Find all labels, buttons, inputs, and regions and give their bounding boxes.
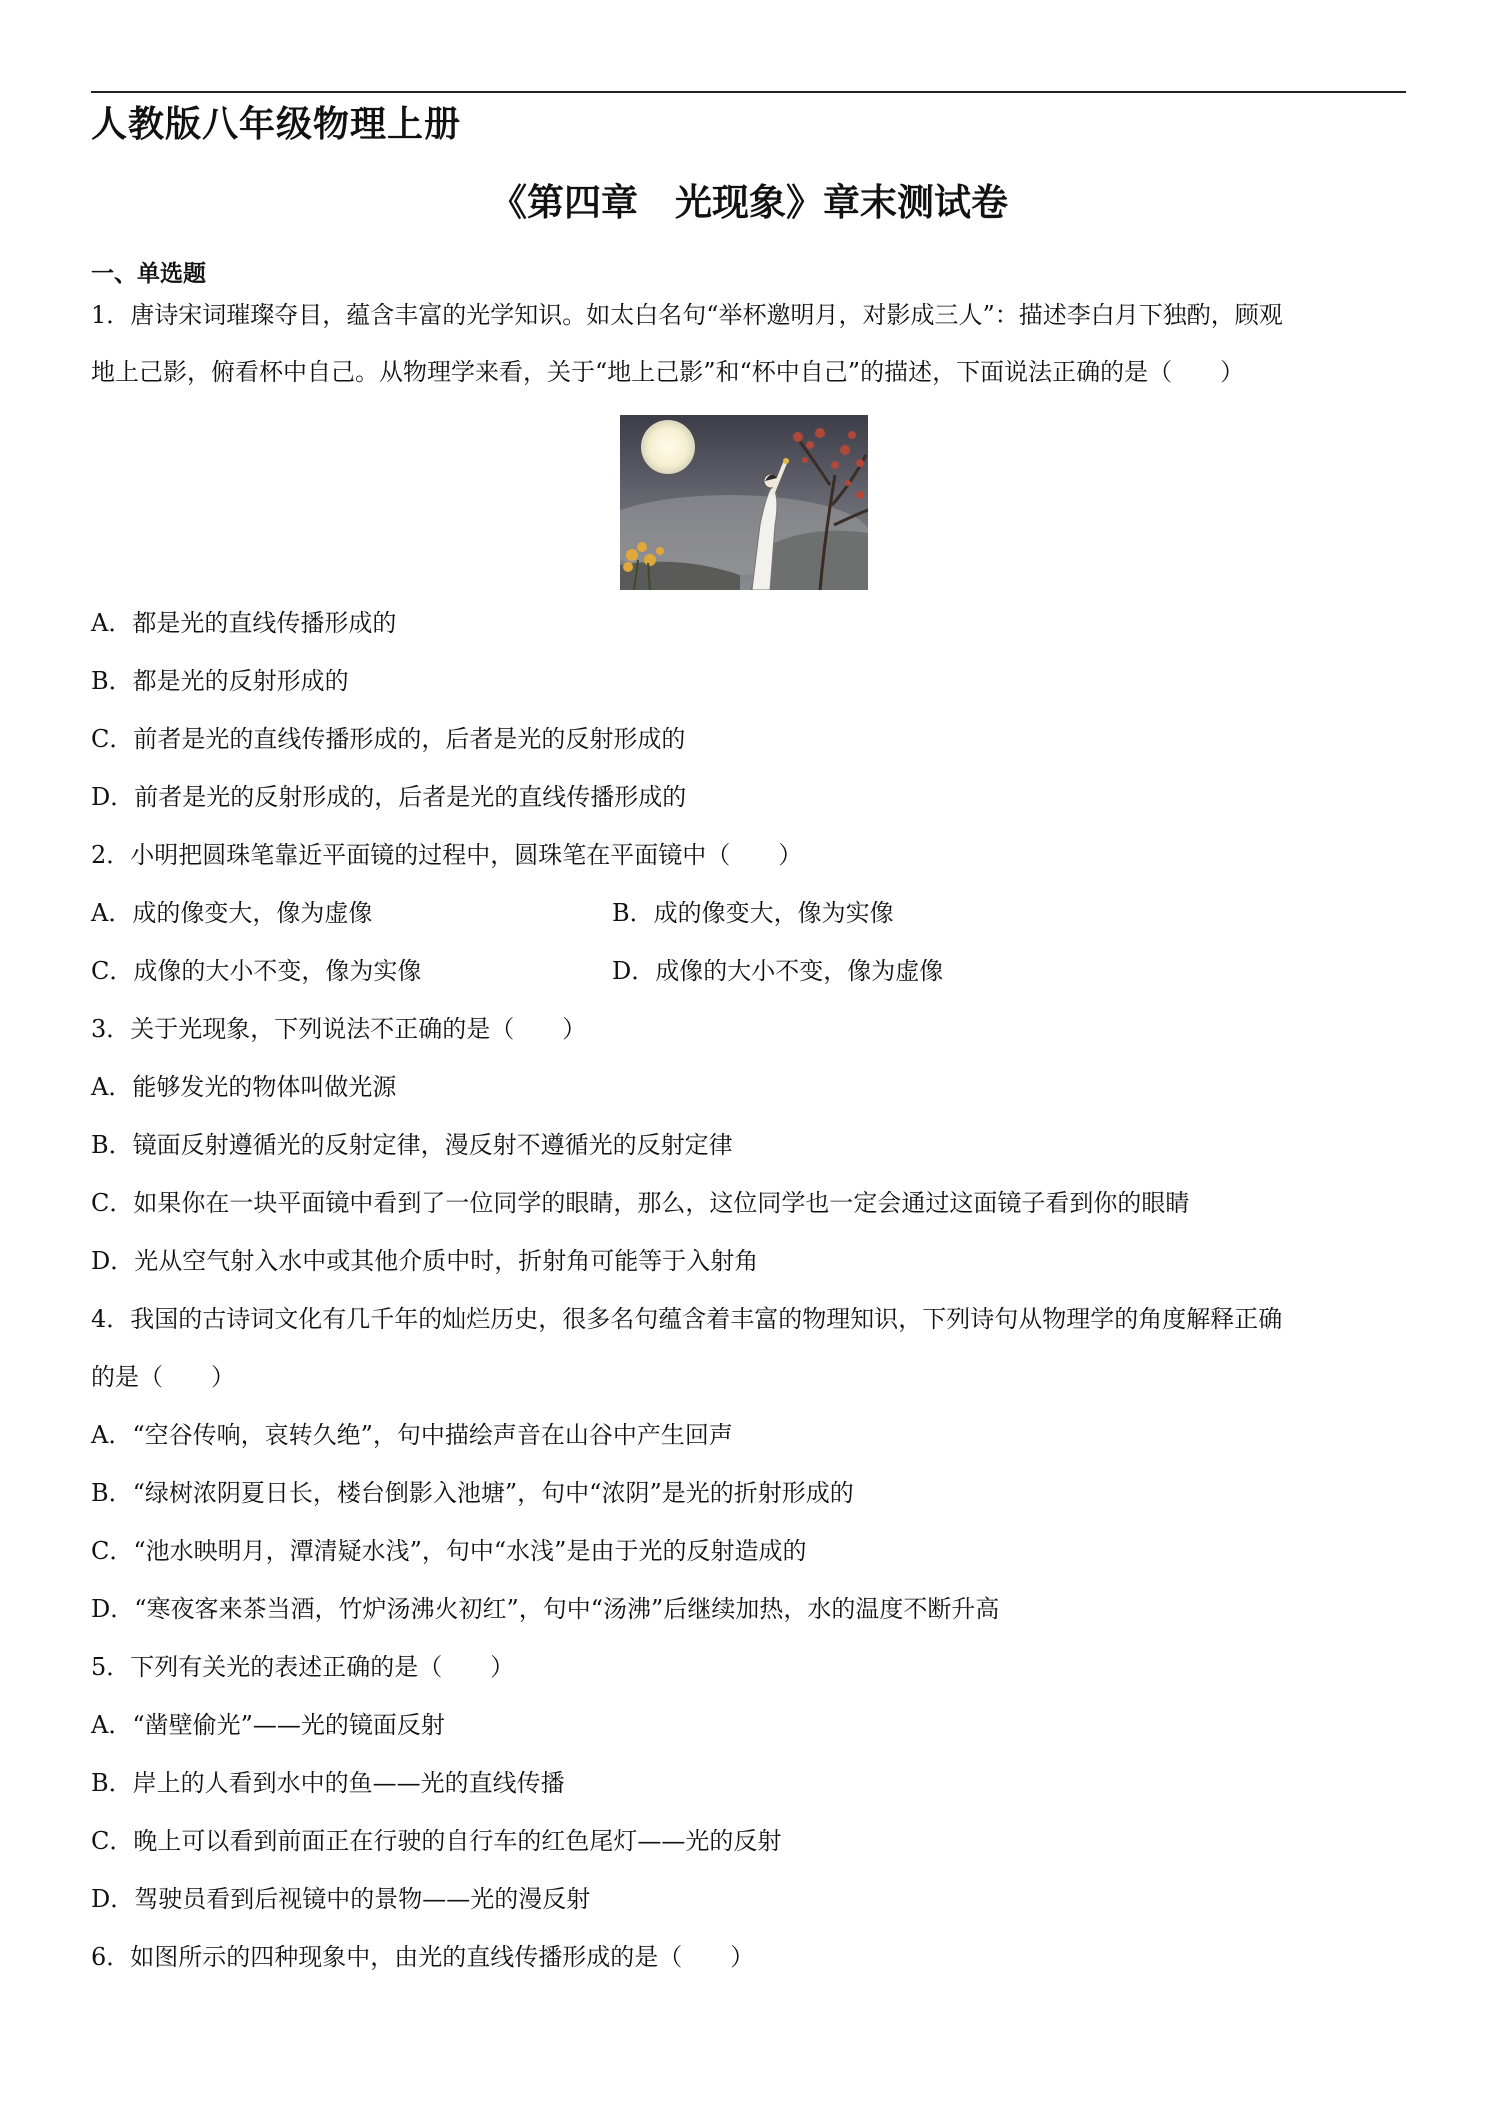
q3-stem: 3．关于光现象，下列说法不正确的是（ ） — [91, 1015, 587, 1043]
q1-option-c: C．前者是光的直线传播形成的，后者是光的反射形成的 — [91, 725, 686, 753]
q3-option-a: A．能够发光的物体叫做光源 — [91, 1073, 397, 1101]
document-header: 人教版八年级物理上册 — [91, 104, 462, 145]
q5-option-c: C．晚上可以看到前面正在行驶的自行车的红色尾灯——光的反射 — [91, 1827, 782, 1855]
q1-option-b: B．都是光的反射形成的 — [91, 667, 349, 695]
q2-option-a: A．成的像变大，像为虚像 — [91, 899, 373, 927]
q2-option-b: B．成的像变大，像为实像 — [612, 899, 894, 927]
q5-option-a: A．“凿壁偷光”——光的镜面反射 — [91, 1711, 445, 1739]
q4-option-d: D．“寒夜客来茶当酒，竹炉汤沸火初红”，句中“汤沸”后继续加热，水的温度不断升高 — [91, 1595, 1000, 1623]
q5-stem: 5．下列有关光的表述正确的是（ ） — [91, 1653, 515, 1681]
q4-option-c: C．“池水映明月，潭清疑水浅”，句中“水浅”是由于光的反射造成的 — [91, 1537, 807, 1565]
q3-option-d: D．光从空气射入水中或其他介质中时，折射角可能等于入射角 — [91, 1247, 759, 1275]
q4-stem-line2: 的是（ ） — [91, 1363, 235, 1391]
q5-option-b: B．岸上的人看到水中的鱼——光的直线传播 — [91, 1769, 565, 1797]
q2-stem: 2．小明把圆珠笔靠近平面镜的过程中，圆珠笔在平面镜中（ ） — [91, 841, 803, 869]
q2-option-d: D．成像的大小不变，像为虚像 — [612, 957, 944, 985]
q4-option-a: A．“空谷传响，哀转久绝”，句中描绘声音在山谷中产生回声 — [91, 1421, 733, 1449]
moonlight-poet-illustration — [620, 415, 868, 590]
q4-option-b: B．“绿树浓阴夏日长，楼台倒影入池塘”，句中“浓阴”是光的折射形成的 — [91, 1479, 854, 1507]
q3-option-b: B．镜面反射遵循光的反射定律，漫反射不遵循光的反射定律 — [91, 1131, 733, 1159]
q1-option-d: D．前者是光的反射形成的，后者是光的直线传播形成的 — [91, 783, 687, 811]
header-rule — [91, 91, 1406, 93]
q3-option-c: C．如果你在一块平面镜中看到了一位同学的眼睛，那么，这位同学也一定会通过这面镜子看到你的眼睛 — [91, 1189, 1190, 1217]
q4-stem-line1: 4．我国的古诗词文化有几千年的灿烂历史，很多名句蕴含着丰富的物理知识，下列诗句从物理学的角度解释正确 — [91, 1305, 1283, 1333]
q1-option-a: A．都是光的直线传播形成的 — [91, 609, 397, 637]
section-heading: 一、单选题 — [91, 261, 206, 287]
q6-stem: 6．如图所示的四种现象中，由光的直线传播形成的是（ ） — [91, 1943, 755, 1971]
q1-stem-line1: 1．唐诗宋词璀璨夺目，蕴含丰富的光学知识。如太白名句“举杯邀明月，对影成三人”：描述李白月下独酌，顾观 — [91, 301, 1283, 329]
q1-stem-line2: 地上己影，俯看杯中自己。从物理学来看，关于“地上己影”和“杯中自己”的描述，下面说法正确的是（ ） — [91, 358, 1245, 386]
q5-option-d: D．驾驶员看到后视镜中的景物——光的漫反射 — [91, 1885, 591, 1913]
q2-option-c: C．成像的大小不变，像为实像 — [91, 957, 422, 985]
page-title: 《第四章 光现象》章末测试卷 — [490, 181, 1008, 224]
